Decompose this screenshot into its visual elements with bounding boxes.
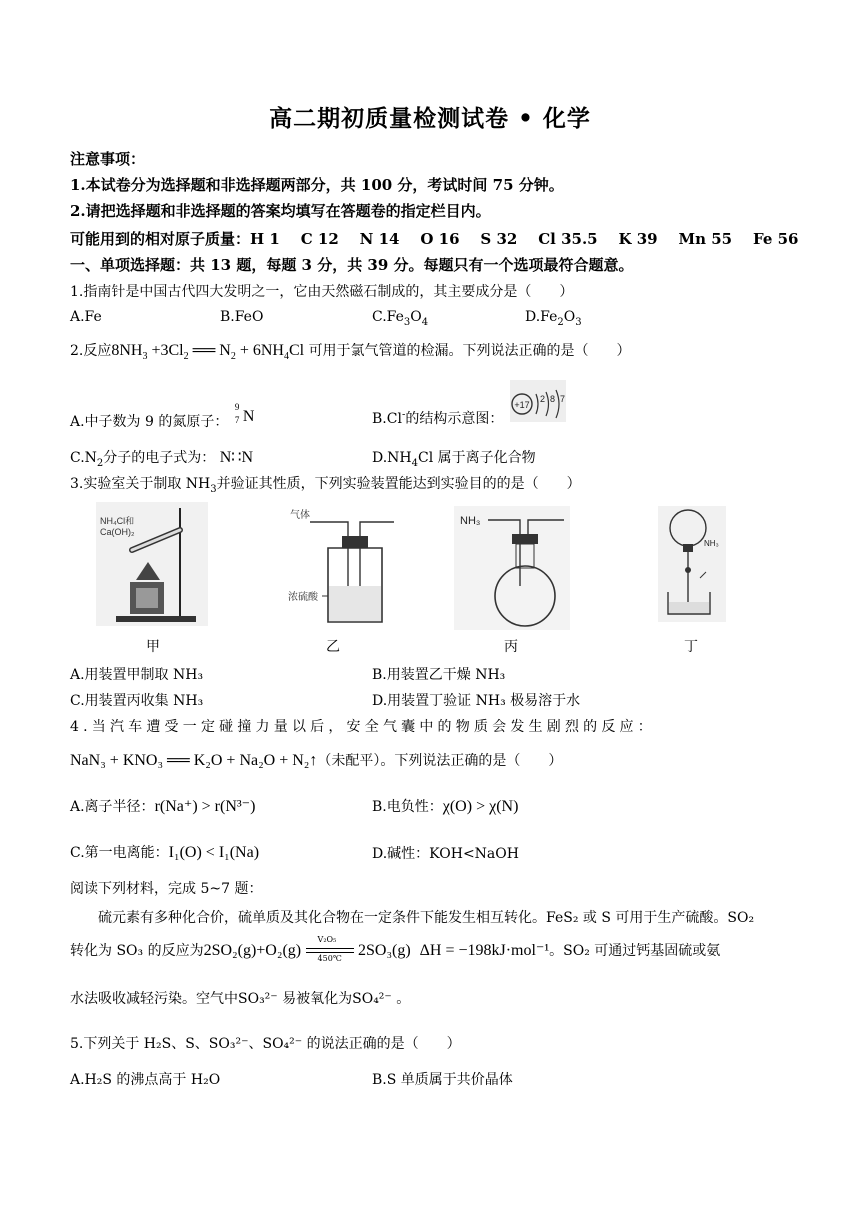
q5-option-b: B.S 单质属于共价晶体: [372, 1072, 513, 1088]
q3-option-d: D.用装置丁验证 NH₃ 极易溶于水: [372, 693, 581, 709]
q3-option-b: B.用装置乙干燥 NH₃: [372, 667, 506, 683]
figure-label-ding: 丁: [684, 639, 698, 655]
apparatus-yi: [288, 502, 400, 626]
figure-label-jia: 甲: [146, 639, 160, 655]
svg-text:NH₃: NH₃: [460, 515, 481, 527]
svg-text:浓硫酸: 浓硫酸: [288, 592, 318, 603]
svg-text:NH₃: NH₃: [704, 539, 719, 548]
q1-option-b: B.FeO: [220, 309, 264, 325]
q4-option-c: C.第一电离能：I₁(O) < I₁(Na): [70, 844, 260, 861]
figure-label-bing: 丙: [504, 639, 518, 655]
section-heading: 一、单项选择题：共 13 题，每题 3 分，共 39 分。每题只有一个选项最符合题意。: [70, 256, 634, 274]
q4-equation-line: NaN₃ + KNO₃ ══ K₂O + Na₂O + N₂↑（未配平）。下列说法正确的是（ ）: [70, 752, 563, 769]
apparatus-bing: [454, 506, 570, 630]
shell-1-electrons: 2: [540, 394, 546, 404]
shell-2-electrons: 8: [550, 394, 556, 404]
atomic-masses: 可能用到的相对原子质量：H 1 C 12 N 14 O 16 S 32 Cl 35.5 K 39 Mn 55 Fe 56: [70, 230, 799, 248]
page-title: 高二期初质量检测试卷 • 化学: [269, 105, 591, 132]
apparatus-ding: [658, 506, 726, 622]
q2-option-d: $D.NH_4Cl$ 属于离子化合物: [372, 450, 536, 469]
q1-option-a: A.Fe: [70, 309, 102, 325]
material-intro: 阅读下列材料，完成 5~7 题：: [70, 881, 263, 897]
q2-equation: $8NH_3 +3Cl_2$ ══ $N_2 + 6NH_4Cl$: [111, 342, 305, 363]
q4-equation: NaN₃ + KNO₃ ══ K₂O + Na₂O + N₂↑: [70, 752, 318, 769]
cl-ion-structure-diagram: [510, 380, 566, 422]
q3-stem: 3.实验室关于制取 $NH_3$并验证其性质，下列实验装置能达到实验目的的是（ ）: [70, 476, 581, 495]
q3-option-a: A.用装置甲制取 NH₃: [70, 667, 204, 683]
material-paragraph-2: 转化为 SO₃ 的反应为2SO₂(g)+O₂(g) $\frac{\text{V₂O₅}}{450℃}$ 2SO₃(g) ΔH = −198kJ·mol⁻¹。SO₂ 可通过钙基固硫或氨: [70, 935, 721, 963]
notes-heading: 注意事项：: [70, 150, 146, 168]
q1-stem: 1.指南针是中国古代四大发明之一，它由天然磁石制成的，其主要成分是（ ）: [70, 284, 574, 300]
svg-text:气体: 气体: [290, 510, 310, 521]
material-paragraph-3: 水法吸收减轻污染。空气中SO₃²⁻ 易被氧化为SO₄²⁻ 。: [70, 991, 411, 1007]
svg-text:Ca(OH)₂: Ca(OH)₂: [100, 527, 135, 537]
q4-option-a: A.离子半径：r(Na⁺) > r(N³⁻): [70, 798, 256, 815]
q1-option-d: $D.Fe_2O_3$: [525, 309, 582, 328]
q4-option-b: B.电负性：χ(O) > χ(N): [372, 798, 519, 815]
note-1: 1.本试卷分为选择题和非选择题两部分，共 100 分，考试时间 75 分钟。: [70, 176, 564, 194]
q5-stem: 5.下列关于 H₂S、S、SO₃²⁻、SO₄²⁻ 的说法正确的是（ ）: [70, 1036, 461, 1052]
q2-option-b: B.Cl-的结构示意图：: [372, 409, 504, 427]
nucleus-label: +17: [514, 400, 530, 410]
q2-option-a: A.中子数为 9 的氮原子： 9 7 N: [70, 408, 261, 431]
q2-stem: 2.反应$8NH_3 +3Cl_2$ ══ $N_2 + 6NH_4Cl$ 可用于氯气管道的检漏。下列说法正确的是（ ）: [70, 342, 631, 363]
q5-option-a: A.H₂S 的沸点高于 H₂O: [70, 1072, 221, 1088]
shell-3-electrons: 7: [560, 394, 566, 404]
svg-text:NH₄Cl和: NH₄Cl和: [100, 516, 135, 526]
material-paragraph-1: 硫元素有多种化合价，硫单质及其化合物在一定条件下能发生相互转化。FeS₂ 或 S 可用于生产硫酸。SO₂: [98, 910, 755, 926]
q1-option-c: $C.Fe_3O_4$: [372, 309, 429, 328]
q4-stem: 4.当汽车遭受一定碰撞力量以后，安全气囊中的物质会发生剧烈的反应：: [70, 719, 656, 735]
figure-label-yi: 乙: [326, 639, 340, 655]
q2-option-c: $C.N_2$分子的电子式为： N∷N: [70, 449, 254, 469]
q3-option-c: C.用装置丙收集 NH₃: [70, 693, 204, 709]
apparatus-jia: [96, 502, 208, 626]
q4-option-d: D.碱性：KOH<NaOH: [372, 846, 519, 862]
equilibrium-arrow: $\frac{\text{V₂O₅}}{450℃}$: [306, 941, 354, 961]
nuclide-symbol: 9 7 N: [234, 402, 255, 425]
note-2: 2.请把选择题和非选择题的答案均填写在答题卷的指定栏目内。: [70, 202, 491, 220]
